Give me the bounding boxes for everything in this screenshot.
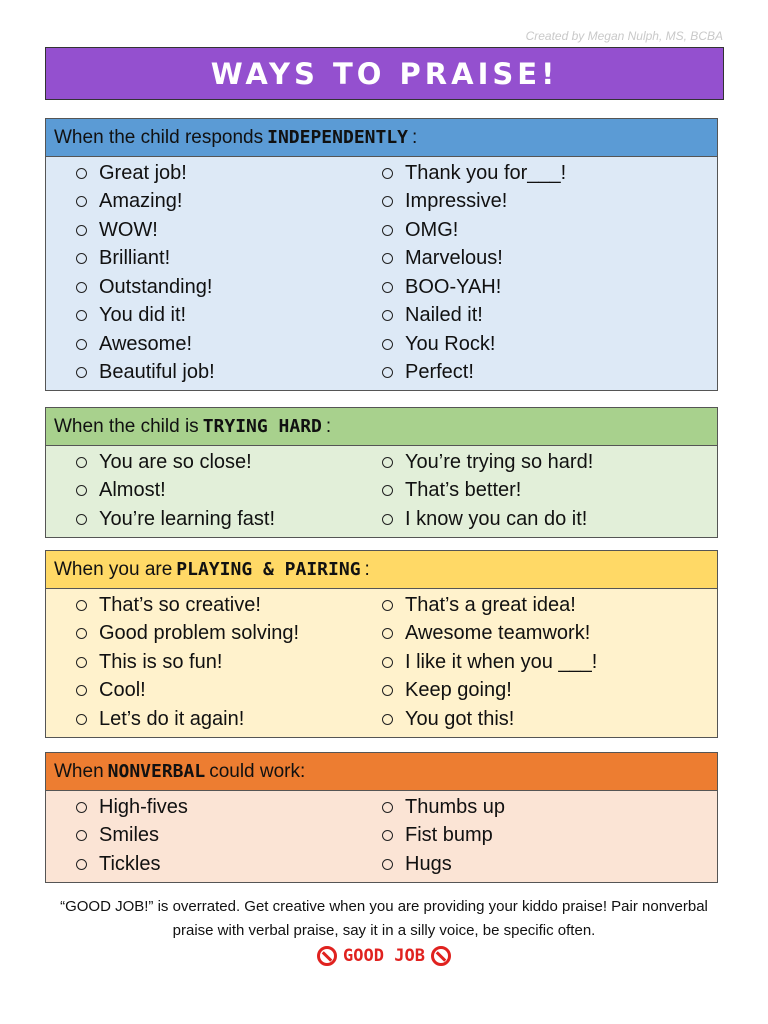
list-item [382,273,566,302]
page-title: WAYS TO PRAISE! [210,56,559,91]
prohibited-icon [431,946,451,966]
list-item [76,677,382,706]
bullet-icon [76,367,87,378]
bullet-icon [76,628,87,639]
list-item [382,330,566,359]
list-item-text: This is so fun! [99,650,223,673]
bullet-icon [76,253,87,264]
list-item-text: Good problem solving! [99,622,300,645]
section-header-emphasis: PLAYING & PAIRING [176,559,361,580]
list-item-text: BOO-YAH! [405,275,502,298]
list-item [76,793,382,822]
bullet-icon [76,225,87,236]
bullet-icon [76,282,87,293]
bullet-icon [382,628,393,639]
list-item [382,505,593,534]
bullet-icon [382,657,393,668]
section-header-suffix: : [364,558,370,580]
list-column-right [382,591,597,734]
list-column-left [46,159,382,387]
list-item-text: Brilliant! [99,247,171,270]
list-item-text: Hugs [405,852,452,875]
section-list [46,446,717,537]
bullet-icon [76,339,87,350]
list-item [76,216,382,245]
list-item [76,620,382,649]
bullet-icon [76,485,87,496]
bullet-icon [382,802,393,813]
bullet-icon [76,657,87,668]
list-item [76,822,382,851]
bullet-icon [382,310,393,321]
list-item-text: You’re learning fast! [99,507,276,530]
section-header [46,753,717,791]
bullet-icon [76,514,87,525]
prohibited-icon [317,946,337,966]
list-item-text: Let’s do it again! [99,707,245,730]
list-item-text: That’s a great idea! [405,593,576,616]
list-item-text: Outstanding! [99,275,213,298]
list-item [382,448,593,477]
bullet-icon [382,514,393,525]
section-header-suffix: : [412,126,418,148]
list-item-text: Marvelous! [405,247,503,270]
list-item-text: You’re trying so hard! [405,450,594,473]
list-item-text: I know you can do it! [405,507,588,530]
bullet-icon [382,196,393,207]
section-header-suffix: could work: [209,760,306,782]
title-banner [45,47,724,100]
list-item-text: Cool! [99,679,146,702]
list-item-text: Impressive! [405,190,508,213]
list-item-text: Awesome! [99,332,193,355]
bullet-icon [76,802,87,813]
list-item [76,188,382,217]
credit-line: Created by Megan Nulph, MS, BCBA [525,29,723,43]
section-header-text: When [54,760,104,782]
list-item [382,677,597,706]
bullet-icon [76,859,87,870]
bullet-icon [76,685,87,696]
list-item [382,216,566,245]
bullet-icon [382,600,393,611]
list-item [382,591,597,620]
list-item [76,273,382,302]
section-nonverbal [45,752,718,883]
bullet-icon [382,485,393,496]
list-item-text: High-fives [99,795,188,818]
list-item [382,850,505,879]
list-item [382,477,593,506]
list-item [76,448,382,477]
bullet-icon [382,225,393,236]
bullet-icon [382,282,393,293]
section-list [46,791,717,882]
section-header-emphasis: INDEPENDENTLY [267,127,409,148]
good-job-label: GOOD JOB [343,946,425,966]
bullet-icon [76,457,87,468]
list-item [382,705,597,734]
list-item-text: I like it when you ___! [405,650,598,673]
section-header-text: When the child is [54,415,199,437]
section-header [46,408,717,446]
list-item-text: Thumbs up [405,795,506,818]
bullet-icon [382,367,393,378]
bullet-icon [76,196,87,207]
list-item [76,302,382,331]
list-item [382,648,597,677]
list-item [382,302,566,331]
list-item-text: You got this! [405,707,515,730]
list-item-text: You are so close! [99,450,252,473]
list-column-left [46,591,382,734]
list-item-text: That’s better! [405,479,522,502]
list-item-text: Awesome teamwork! [405,622,591,645]
list-column-right [382,159,566,387]
section-header [46,119,717,157]
list-item [76,159,382,188]
list-item [76,330,382,359]
list-column-left [46,448,382,534]
list-item [76,477,382,506]
list-item-text: That’s so creative! [99,593,261,616]
list-column-left [46,793,382,879]
bullet-icon [382,830,393,841]
list-item [76,245,382,274]
bullet-icon [76,168,87,179]
list-item [76,705,382,734]
list-item [76,359,382,388]
list-item-text: Almost! [99,479,166,502]
list-item-text: Tickles [99,852,161,875]
bullet-icon [382,339,393,350]
no-good-job-badge [0,946,768,966]
list-item-text: OMG! [405,218,459,241]
list-item-text: Fist bump [405,824,493,847]
list-item [382,822,505,851]
bullet-icon [382,859,393,870]
list-item [76,591,382,620]
bullet-icon [76,714,87,725]
list-item-text: Thank you for___! [405,161,567,184]
list-item-text: WOW! [99,218,158,241]
list-column-right [382,448,593,534]
section-trying-hard [45,407,718,538]
list-item [382,359,566,388]
bullet-icon [382,685,393,696]
list-item [382,188,566,217]
bullet-icon [76,830,87,841]
list-item [382,620,597,649]
bullet-icon [382,457,393,468]
list-item-text: Great job! [99,161,187,184]
list-item-text: Nailed it! [405,304,483,327]
section-header [46,551,717,589]
list-item-text: Beautiful job! [99,361,215,384]
section-header-text: When you are [54,558,173,580]
list-item-text: Keep going! [405,679,512,702]
list-item [76,648,382,677]
bullet-icon [76,600,87,611]
list-item-text: Smiles [99,824,160,847]
bullet-icon [382,168,393,179]
list-item-text: Perfect! [405,361,474,384]
list-item [76,505,382,534]
section-playing-pairing [45,550,718,738]
list-item-text: Amazing! [99,190,183,213]
bullet-icon [76,310,87,321]
section-list [46,157,717,390]
list-column-right [382,793,505,879]
section-list [46,589,717,737]
section-header-emphasis: NONVERBAL [107,761,206,782]
footer-note: “GOOD JOB!” is overrated. Get creative when you are providing your kiddo praise! Pair nonverbal praise with verbal praise, say it in a silly voice, be specific often. [60,898,708,939]
section-independently [45,118,718,391]
section-header-text: When the child responds [54,126,264,148]
bullet-icon [382,714,393,725]
section-header-suffix: : [325,415,332,437]
list-item [382,793,505,822]
list-item [76,850,382,879]
list-item-text: You did it! [99,304,187,327]
list-item [382,245,566,274]
section-header-emphasis: TRYING HARD [202,416,322,437]
bullet-icon [382,253,393,264]
list-item [382,159,566,188]
list-item-text: You Rock! [405,332,496,355]
